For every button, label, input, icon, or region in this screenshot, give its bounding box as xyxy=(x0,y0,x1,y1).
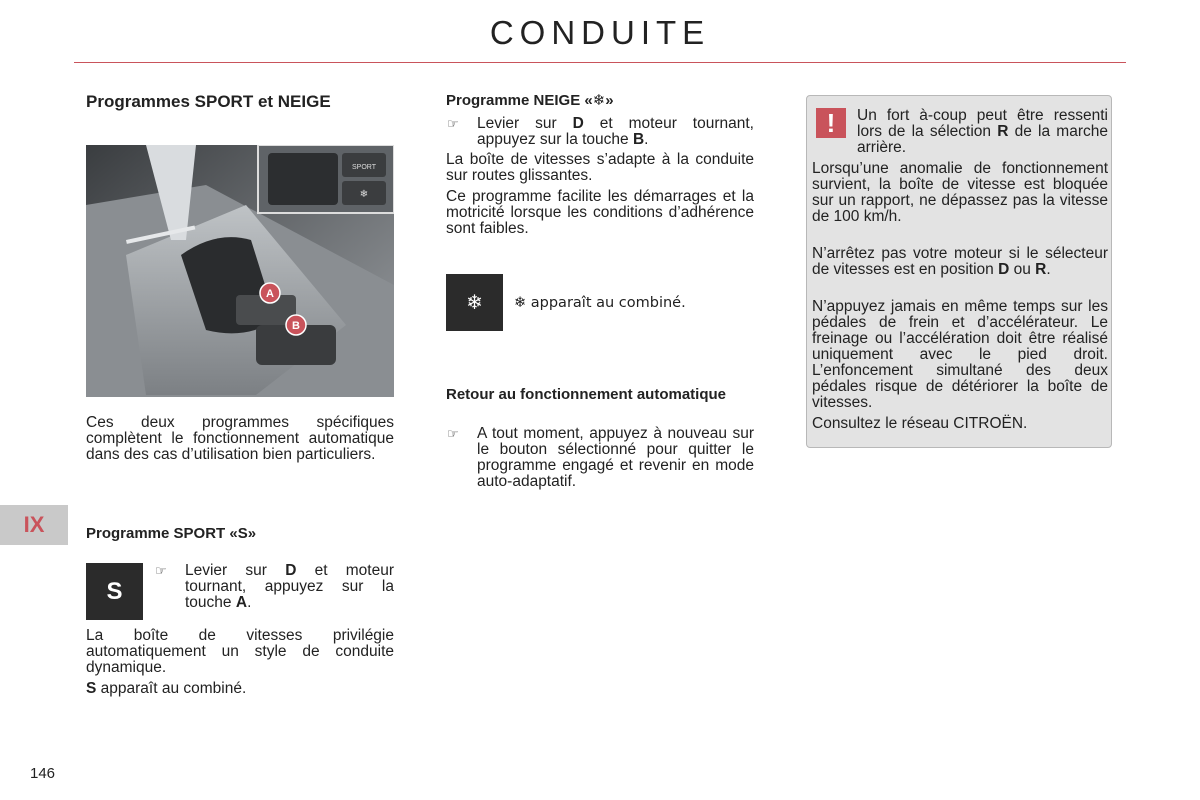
exclamation-icon: ! xyxy=(816,108,846,138)
warning-paragraph-5: Consultez le réseau CITROËN. xyxy=(812,415,1028,432)
warning-paragraph-2: Lorsqu’une anomalie de fonctionnement survient, la boîte de vitesse est bloquée sur un rapport, ne dépassez pas la vitesse de 100 km/h. xyxy=(812,160,1108,225)
retour-heading: Retour au fonctionnement automatique xyxy=(446,386,727,403)
sport-key-label: SPORT xyxy=(352,164,376,171)
sport-paragraph: La boîte de vitesses privilégie automatiquement un style de conduite dynamique. xyxy=(86,627,394,676)
sport-mode-icon: S xyxy=(86,563,143,620)
page-title: CONDUITE xyxy=(489,14,711,51)
neige-paragraph-2: Ce programme facilite les démarrages et la motricité lorsque les conditions d’adhérence sont faibles. xyxy=(446,188,754,237)
snowflake-icon: ❄ xyxy=(446,274,503,331)
title-rule xyxy=(74,62,1126,63)
neige-heading: Programme NEIGE «❄» xyxy=(446,92,614,109)
retour-bullet: ☞ A tout moment, appuyez à nouveau sur le bouton sélectionné pour quitter le programme engagé et revenir en mode auto-adaptatif. xyxy=(447,425,754,490)
sport-heading: Programme SPORT «S» xyxy=(86,525,257,542)
intro-paragraph: Ces deux programmes spécifiques complètent le fonctionnement automatique dans des cas d’utilisation bien particuliers. xyxy=(86,414,394,463)
callout-a: A xyxy=(266,288,274,300)
warning-paragraph-1: Un fort à-coup peut être ressenti lors de la sélection R de la marche arrière. xyxy=(857,107,1108,156)
neige-bullet: ☞ Levier sur D et moteur tournant, appuyez sur la touche B. xyxy=(447,115,754,148)
page-number: 146 xyxy=(30,765,56,782)
pointing-hand-icon: ☞ xyxy=(447,116,459,131)
pointing-hand-icon: ☞ xyxy=(155,563,167,578)
sport-display-text: S apparaît au combiné. xyxy=(86,680,247,697)
warning-paragraph-4: N’appuyez jamais en même temps sur les pédales de frein et d’accélérateur. Le freinage ou l’accélération doit être réalisé uniquement avec le pied droit. L’enfoncement simultané des deux pédales risque de détériorer la boîte de vitesses. xyxy=(812,298,1108,411)
sport-bullet: ☞ Levier sur D et moteur tournant, appuyez sur la touche A. xyxy=(155,562,394,611)
section-heading: Programmes SPORT et NEIGE xyxy=(86,92,331,111)
svg-text:❄: ❄ xyxy=(359,189,369,200)
gear-selector-photo xyxy=(86,145,394,397)
warning-paragraph-3: N’arrêtez pas votre moteur si le sélecteur de vitesses est en position D ou R. xyxy=(812,245,1108,278)
gear-selector-illustration xyxy=(86,145,394,397)
neige-display-text: ❄ apparaît au combiné. xyxy=(514,295,686,311)
callout-b: B xyxy=(292,320,300,332)
chapter-tab: IX xyxy=(0,505,68,545)
neige-paragraph-1: La boîte de vitesses s’adapte à la conduite sur routes glissantes. xyxy=(446,151,754,184)
pointing-hand-icon: ☞ xyxy=(447,426,459,441)
